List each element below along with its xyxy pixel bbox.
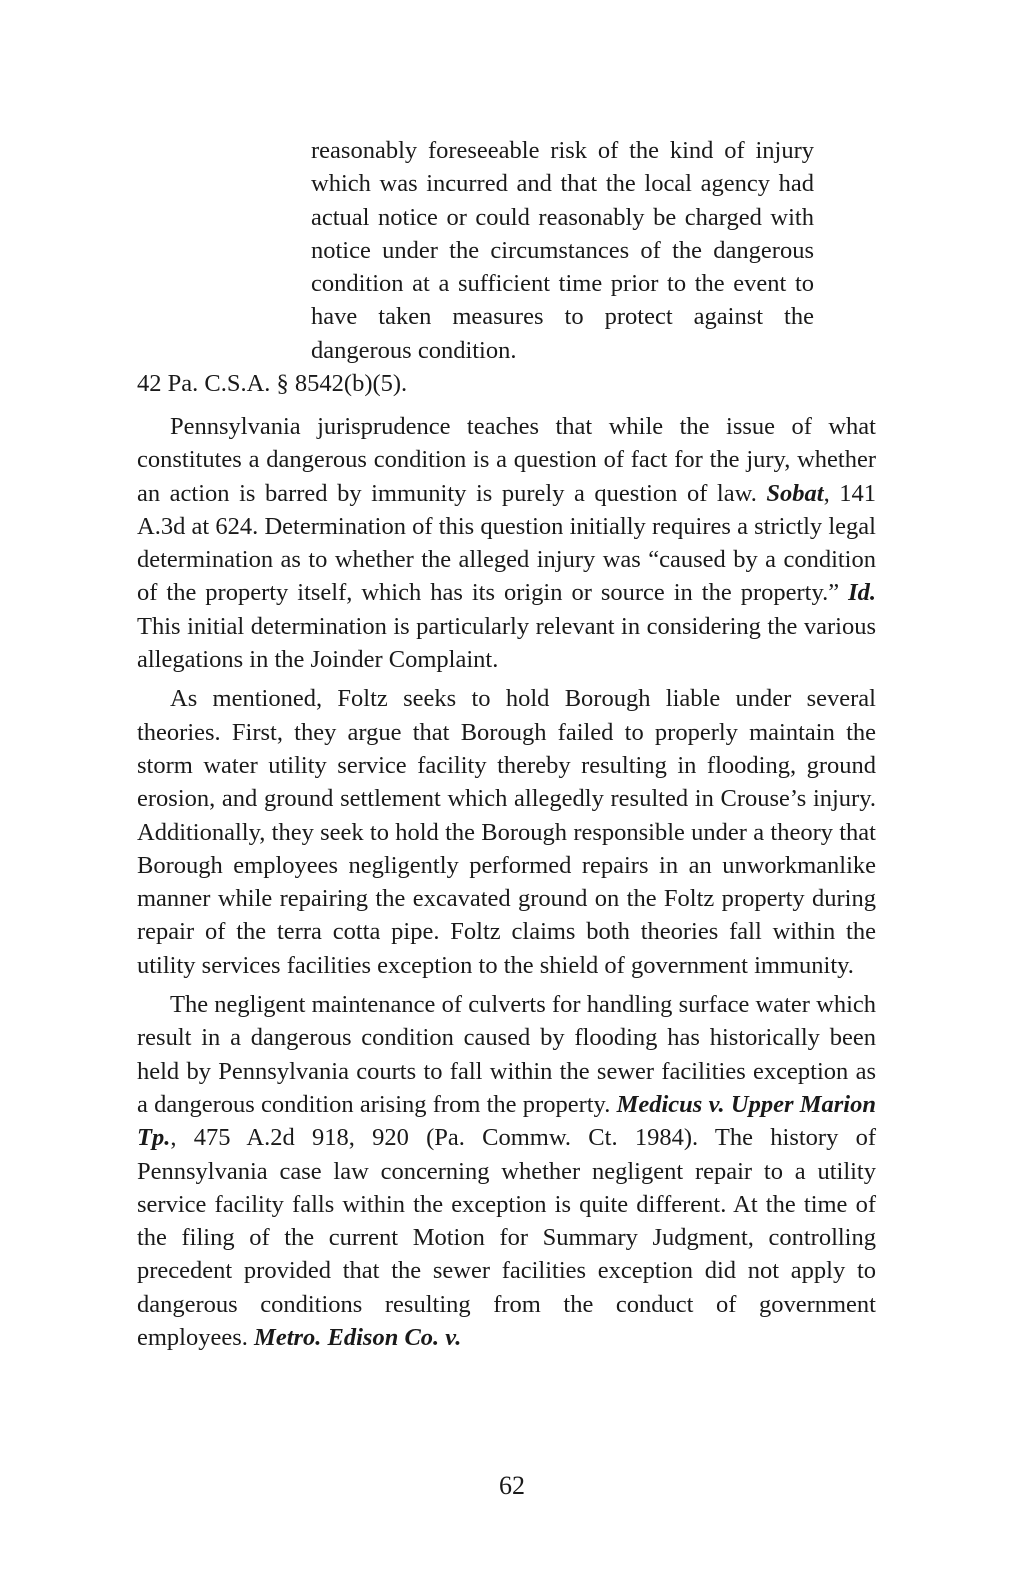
body-text — [137, 410, 876, 1360]
page-number: 62 — [499, 1471, 525, 1500]
block-quote-text: reasonably foreseeable risk of the kind of injury which was incurred and that the local agency had actual notice or could reasonably be charged with notice under the circumstances of the dangerous condition at a sufficient time prior to the event to have taken measures to protect against the dangerous condition. — [311, 137, 814, 364]
block-quote — [311, 134, 814, 367]
paragraph-3-text-b: , 475 A.2d 918, 920 (Pa. Commw. Ct. 1984). The history of Pennsylvania case law concerning whether negligent repair to a utility service facility falls within the exception is quite different. At the time of the filing of the current Motion for Summary Judgment, controlling precedent provided that the sewer facilities exception did not apply to dangerous conditions resulting from the conduct of government employees. — [137, 1124, 876, 1352]
case-name-metro-edison: Metro. Edison Co. v. — [254, 1324, 462, 1352]
paragraph-2 — [137, 682, 876, 982]
case-name-id: Id. — [848, 579, 876, 607]
statute-citation: 42 Pa. C.S.A. § 8542(b)(5). — [137, 370, 408, 397]
paragraph-1-text-b: , 141 A.3d at 624. Determination of this question initially requires a strictly legal determination as to whether the alleged injury was “caused by a condition of the property itself, which has its origin or source in the property.” — [137, 479, 876, 607]
paragraph-2-text: As mentioned, Foltz seeks to hold Borough liable under several theories. First, they argue that Borough failed to properly maintain the storm water utility service facility thereby resulting in flooding, ground erosion, and ground settlement which allegedly resulted in Crouse’s injury. Additionally, they seek to hold the Borough responsible under a theory that Borough employees negligently performed repairs in an unworkmanlike manner while repairing the excavated ground on the Foltz property during repair of the terra cotta pipe. Foltz claims both theories fall within the utility services facilities exception to the shield of government immunity. — [137, 685, 876, 979]
paragraph-1 — [137, 410, 876, 676]
case-name-medicus: Medicus v. Upper Marion Tp. — [137, 1090, 876, 1152]
paragraph-1-text-a: Pennsylvania jurisprudence teaches that while the issue of what constitutes a dangerous condition is a question of fact for the jury, whether an action is barred by immunity is purely a question of law. — [137, 413, 876, 507]
case-name-sobat: Sobat — [766, 479, 824, 507]
paragraph-3-text-a: The negligent maintenance of culverts for handling surface water which result in a dangerous condition caused by flooding has historically been held by Pennsylvania courts to fall within the sewer facilities exception as a dangerous condition arising from the property. — [137, 991, 876, 1118]
paragraph-1-text-c: This initial determination is particularly relevant in considering the various allegations in the Joinder Complaint. — [137, 612, 876, 674]
paragraph-3 — [137, 988, 876, 1354]
